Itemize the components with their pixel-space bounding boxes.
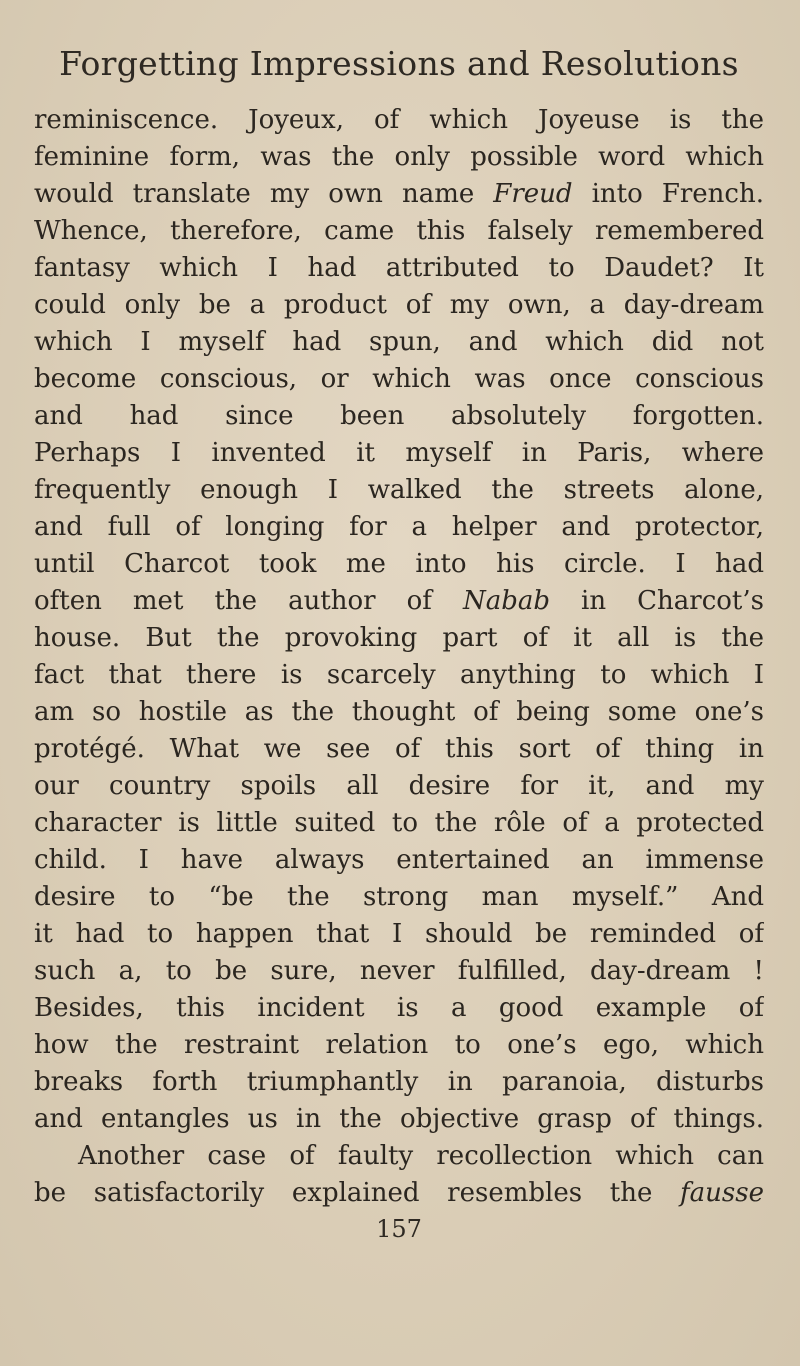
text-line: such a, to be sure, never fulfilled, day-dream ! — [34, 955, 764, 986]
text-line: protégé. What we see of this sort of thing in — [34, 733, 764, 764]
text-line: breaks forth triumphantly in paranoia, disturbs — [34, 1066, 764, 1097]
text-line — [34, 176, 764, 213]
text-line: our country spoils all desire for it, and my — [34, 770, 764, 801]
body-text — [34, 102, 764, 1212]
text-line: feminine form, was the only possible word which — [34, 141, 764, 172]
text-line — [34, 1175, 764, 1212]
text-line: child. I have always entertained an immense — [34, 844, 764, 875]
text-line: am so hostile as the thought of being some one’s — [34, 696, 764, 727]
text-line: house. But the provoking part of it all is the — [34, 622, 764, 653]
text-line: and full of longing for a helper and protector, — [34, 511, 764, 542]
text-line: become conscious, or which was once conscious — [34, 363, 764, 394]
text-segment: be satisfactorily explained resembles the — [34, 1177, 681, 1208]
text-line: it had to happen that I should be reminded of — [34, 918, 764, 949]
page-number: 157 — [376, 1214, 422, 1243]
text-line: Besides, this incident is a good example of — [34, 992, 764, 1023]
text-line: frequently enough I walked the streets alone, — [34, 474, 764, 505]
text-line: fact that there is scarcely anything to which I — [34, 659, 764, 690]
italic-word: Nabab — [462, 585, 550, 616]
text-line: reminiscence. Joyeux, of which Joyeuse is the — [34, 104, 764, 135]
text-line: which I myself had spun, and which did not — [34, 326, 764, 357]
text-line: Whence, therefore, came this falsely remembered — [34, 215, 764, 246]
text-line: desire to “be the strong man myself.” And — [34, 881, 764, 912]
text-line: could only be a product of my own, a day-dream — [34, 289, 764, 320]
text-line: character is little suited to the rôle of a protected — [34, 807, 764, 838]
text-segment: would translate my own name — [34, 178, 494, 209]
text-line: and had since been absolutely forgotten. — [34, 400, 764, 431]
text-segment: into French. — [572, 178, 764, 209]
text-segment: in Charcot’s — [550, 585, 764, 616]
text-line: and entangles us in the objective grasp of things. — [34, 1103, 764, 1134]
text-line — [34, 583, 764, 620]
text-line: until Charcot took me into his circle. I had — [34, 548, 764, 579]
text-line: fantasy which I had attributed to Daudet? It — [34, 252, 764, 283]
running-title: Forgetting Impressions and Resolutions — [59, 44, 739, 83]
italic-word: fausse — [680, 1177, 764, 1208]
italic-word: Freud — [493, 178, 573, 209]
paragraph-start-line: Another case of faulty recollection which can — [78, 1140, 764, 1171]
text-segment: often met the author of — [34, 585, 463, 616]
text-line: Perhaps I invented it myself in Paris, where — [34, 437, 764, 468]
book-page — [34, 44, 764, 1244]
text-line: how the restraint relation to one’s ego, which — [34, 1029, 764, 1060]
